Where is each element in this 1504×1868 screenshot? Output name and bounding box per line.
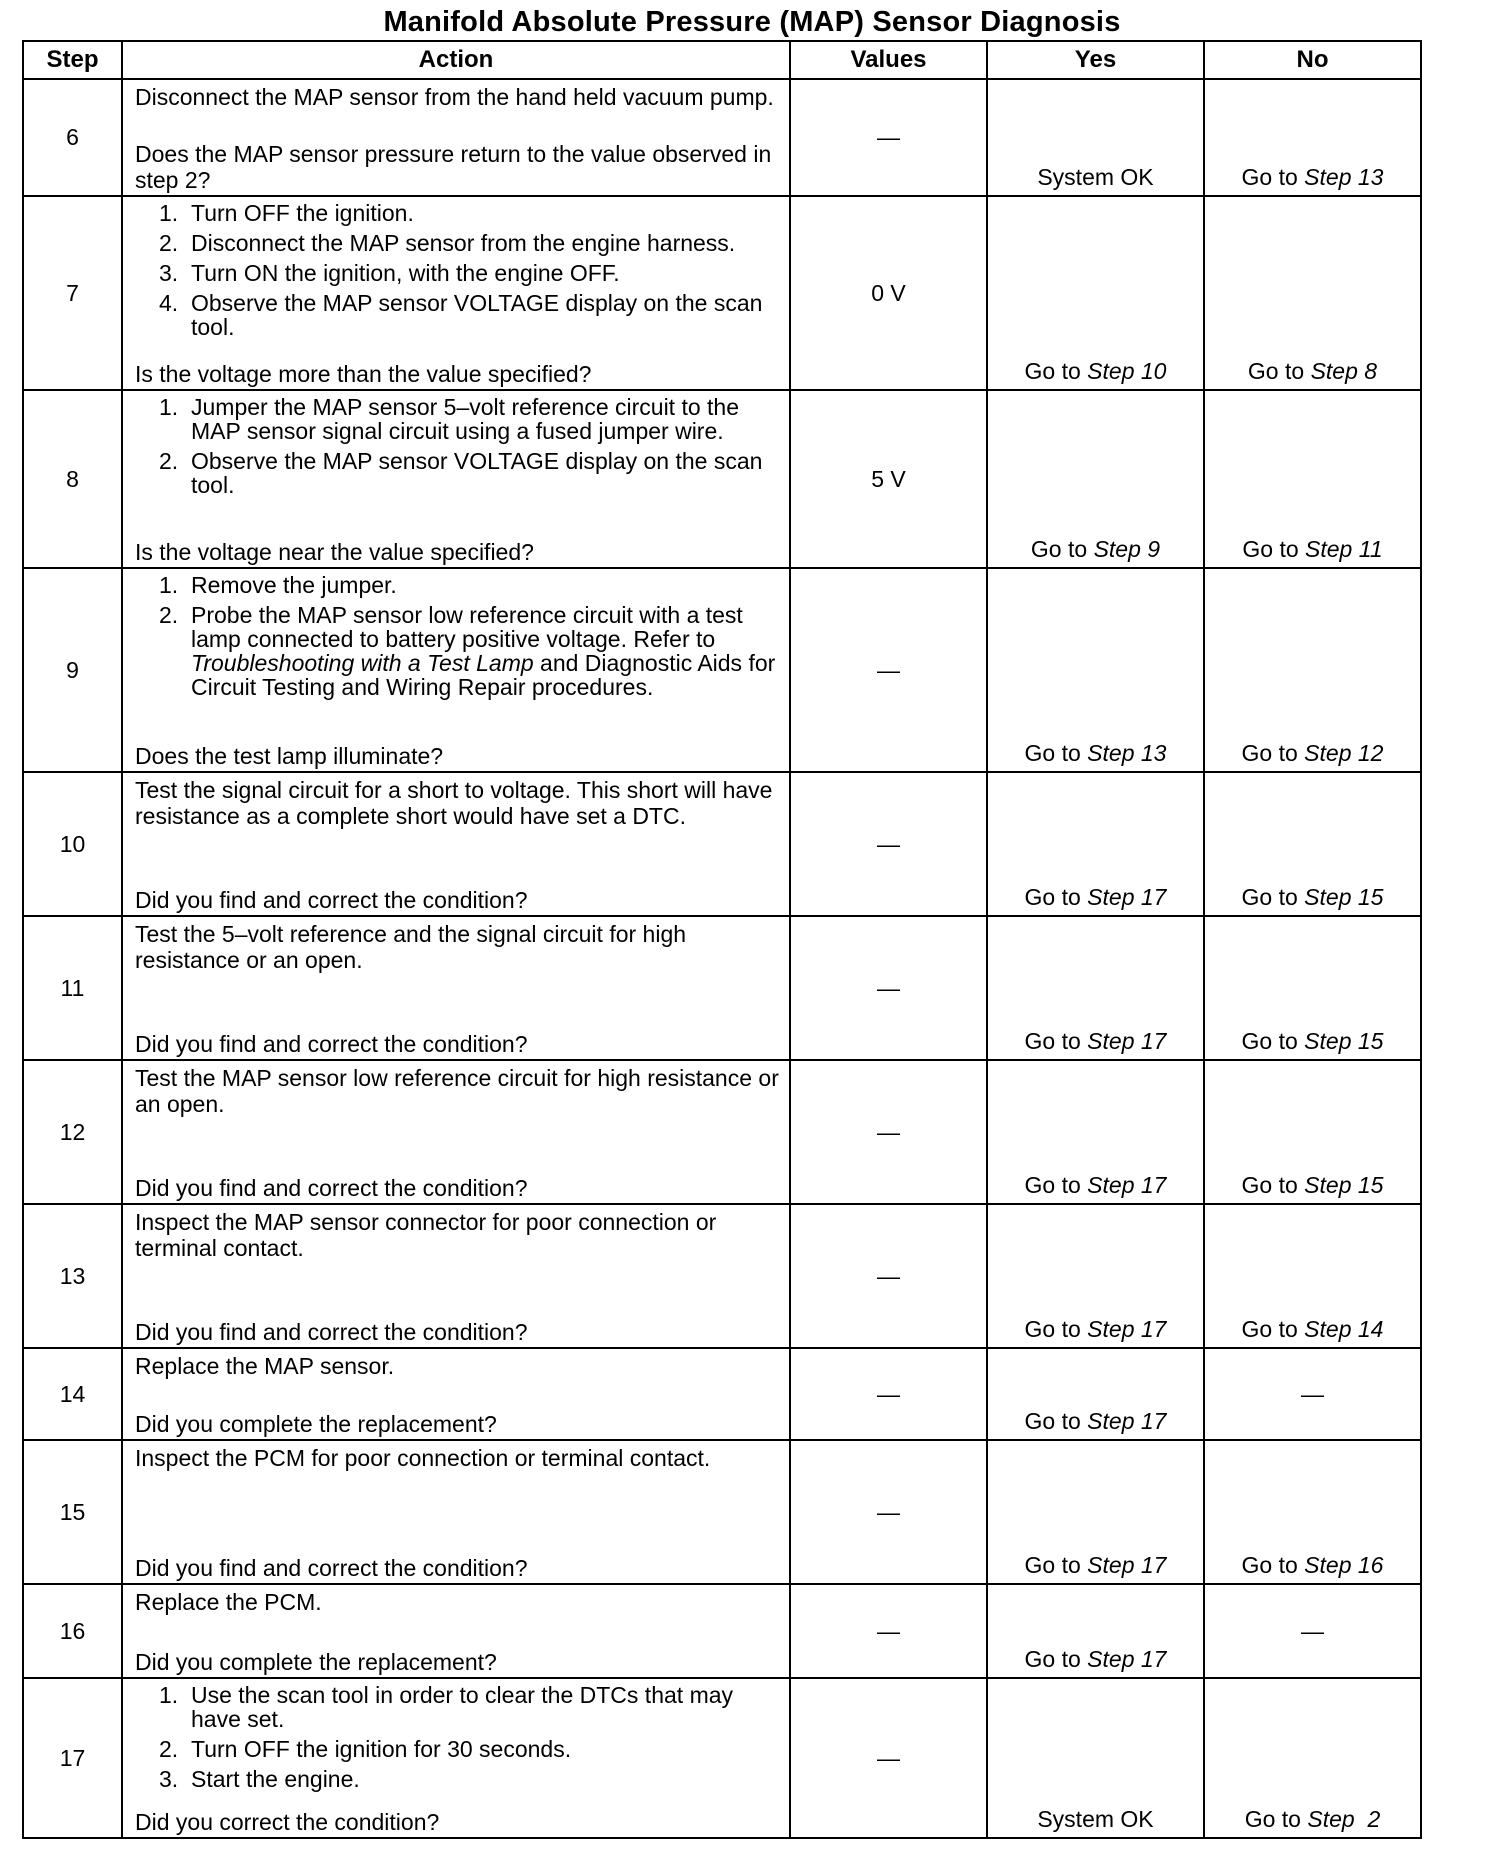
header-values: Values: [790, 41, 987, 79]
value-cell: —: [790, 1204, 987, 1348]
action-question: Did you complete the replacement?: [135, 1649, 497, 1675]
step-number: 7: [23, 196, 122, 390]
no-cell: Go to Step 8: [1204, 196, 1421, 390]
action-question: Does the MAP sensor pressure return to the value observed in step 2?: [135, 141, 772, 193]
yes-step-link: Step 17: [1087, 1552, 1167, 1578]
action-question: Is the voltage near the value specified?: [135, 539, 534, 565]
yes-cell: Go to Step 13: [987, 568, 1204, 772]
no-step-link: Step 8: [1310, 358, 1378, 384]
action-cell: [122, 1348, 790, 1440]
action-cell: [122, 772, 790, 916]
no-cell: [1204, 79, 1421, 196]
action-cell: [122, 1678, 790, 1838]
action-question: Did you correct the condition?: [135, 1809, 440, 1835]
step-number: 14: [23, 1348, 122, 1440]
document-title: Manifold Absolute Pressure (MAP) Sensor Diagnosis: [383, 6, 1121, 38]
table-header-row: [23, 41, 1421, 79]
no-cell: Go to Step 12: [1204, 568, 1421, 772]
action-question: Does the test lamp illuminate?: [135, 743, 444, 769]
action-cell: [122, 568, 790, 772]
header-step: Step: [23, 41, 122, 79]
no-step-link: Step 14: [1304, 1316, 1384, 1342]
no-cell: Go to Step 15: [1204, 772, 1421, 916]
no-step-link: Step 11: [1305, 536, 1383, 562]
action-text: Inspect the MAP sensor connector for poor connection or terminal contact.: [135, 1209, 717, 1261]
step-number: 8: [23, 390, 122, 568]
table-row: [23, 1440, 1421, 1584]
no-cell: —: [1204, 1584, 1421, 1678]
no-cell: Go to Step 16: [1204, 1440, 1421, 1584]
yes-step-link: Step 17: [1087, 1316, 1167, 1342]
action-text: Test the MAP sensor low reference circuit for high resistance or an open.: [135, 1065, 779, 1117]
action-steps-list: [135, 201, 779, 375]
yes-cell: [987, 79, 1204, 196]
no-cell: Go to Step 14: [1204, 1204, 1421, 1348]
value-cell: —: [790, 568, 987, 772]
value-cell: —: [790, 1060, 987, 1204]
action-step-item: 3. Start the engine.: [159, 1766, 360, 1792]
action-steps-list: [135, 573, 779, 735]
value-cell: —: [790, 1440, 987, 1584]
table-row: [23, 568, 1421, 772]
step-number: 11: [23, 916, 122, 1060]
action-text: Test the signal circuit for a short to voltage. This short will have resistance as a complete short would have set a DTC.: [135, 777, 773, 829]
no-cell: Go to Step 15: [1204, 916, 1421, 1060]
action-question: Did you find and correct the condition?: [135, 1031, 528, 1057]
action-cell: [122, 1060, 790, 1204]
no-cell: —: [1204, 1348, 1421, 1440]
action-step-item: 2. Disconnect the MAP sensor from the engine harness.: [159, 230, 736, 256]
yes-step-link: Step 17: [1087, 1172, 1167, 1198]
yes-step-link: Step 17: [1087, 1028, 1167, 1054]
table-row: [23, 196, 1421, 390]
diagnosis-table: [22, 40, 1422, 1839]
yes-step-link: Step 13: [1087, 740, 1167, 766]
step-number: 17: [23, 1678, 122, 1838]
action-step-item: 2. Turn OFF the ignition for 30 seconds.: [159, 1736, 572, 1762]
no-cell: Go to Step 15: [1204, 1060, 1421, 1204]
step-number: 12: [23, 1060, 122, 1204]
yes-cell: Go to Step 17: [987, 1060, 1204, 1204]
table-row: [23, 1204, 1421, 1348]
value-cell: —: [790, 1348, 987, 1440]
yes-step-link: Step 17: [1087, 1408, 1167, 1434]
action-step-item: 1. Turn OFF the ignition.: [159, 200, 414, 226]
yes-cell: [987, 1678, 1204, 1838]
value-cell: —: [790, 1678, 987, 1838]
action-text: Replace the MAP sensor.: [135, 1353, 395, 1379]
no-cell: Go to Step 11: [1204, 390, 1421, 568]
value-cell: 0 V: [790, 196, 987, 390]
table-row: [23, 916, 1421, 1060]
value-cell: —: [790, 916, 987, 1060]
no-step-link: Step 16: [1304, 1552, 1384, 1578]
action-steps-list: [135, 395, 779, 533]
table-row: [23, 1678, 1421, 1838]
yes-cell: Go to Step 17: [987, 1348, 1204, 1440]
yes-cell: Go to Step 9: [987, 390, 1204, 568]
action-question: Did you find and correct the condition?: [135, 1319, 528, 1345]
no-step-link: Step 15: [1304, 1172, 1384, 1198]
step-number: 6: [23, 79, 122, 196]
action-text: Disconnect the MAP sensor from the hand held vacuum pump.: [135, 84, 774, 110]
action-cell: [122, 1584, 790, 1678]
no-step-link: Step 15: [1304, 1028, 1384, 1054]
step-number: 10: [23, 772, 122, 916]
header-yes: Yes: [987, 41, 1204, 79]
action-cell: [122, 1204, 790, 1348]
action-step-item: 3. Turn ON the ignition, with the engine OFF.: [159, 260, 620, 286]
value-cell: 5 V: [790, 390, 987, 568]
no-step-link: Step 12: [1304, 740, 1384, 766]
yes-cell: Go to Step 17: [987, 772, 1204, 916]
action-question: Did you complete the replacement?: [135, 1411, 497, 1437]
value-cell: —: [790, 1584, 987, 1678]
action-cell: [122, 916, 790, 1060]
no-prefix: Go to: [1241, 164, 1305, 190]
action-question: Did you find and correct the condition?: [135, 1555, 528, 1581]
action-step-item: 2. Probe the MAP sensor low reference circuit with a test lamp connected to battery positive voltage. Refer to Troubleshooting with a Test Lamp and Diagnostic Aids for Circuit Testing and Wiring Repair procedures.: [159, 602, 776, 700]
no-step-link: Step 13: [1304, 164, 1384, 190]
value-cell: —: [790, 79, 987, 196]
table-row: [23, 1060, 1421, 1204]
action-text: Inspect the PCM for poor connection or terminal contact.: [135, 1445, 711, 1471]
step-number: 13: [23, 1204, 122, 1348]
action-cell: [122, 1440, 790, 1584]
action-step-item: 1. Jumper the MAP sensor 5–volt reference circuit to the MAP sensor signal circuit using a fused jumper wire.: [159, 394, 740, 444]
action-question: Did you find and correct the condition?: [135, 1175, 528, 1201]
step-number: 15: [23, 1440, 122, 1584]
no-step-link: Step 2: [1307, 1806, 1381, 1832]
yes-step-link: Step 9: [1093, 536, 1161, 562]
yes-text: System OK: [1037, 1806, 1154, 1832]
table-row: [23, 1584, 1421, 1678]
reference-title: Troubleshooting with a Test Lamp: [191, 650, 534, 676]
yes-step-link: Step 17: [1087, 884, 1167, 910]
step-number: 16: [23, 1584, 122, 1678]
table-row: [23, 772, 1421, 916]
table-row: [23, 79, 1421, 196]
yes-step-link: Step 17: [1087, 1646, 1167, 1672]
header-no: No: [1204, 41, 1421, 79]
action-cell: [122, 390, 790, 568]
yes-cell: Go to Step 17: [987, 1204, 1204, 1348]
yes-step-link: Step 10: [1087, 358, 1167, 384]
step-number: 9: [23, 568, 122, 772]
yes-cell: Go to Step 17: [987, 916, 1204, 1060]
action-steps-list: [135, 1683, 779, 1827]
yes-cell: Go to Step 17: [987, 1584, 1204, 1678]
value-cell: —: [790, 772, 987, 916]
action-cell: [122, 196, 790, 390]
action-cell: [122, 79, 790, 196]
action-step-item: 1. Remove the jumper.: [159, 572, 397, 598]
no-step-link: Step 15: [1304, 884, 1384, 910]
header-action: Action: [122, 41, 790, 79]
action-text: Replace the PCM.: [135, 1589, 322, 1615]
yes-cell: Go to Step 10: [987, 196, 1204, 390]
no-cell: Go to Step 2: [1204, 1678, 1421, 1838]
yes-cell: Go to Step 17: [987, 1440, 1204, 1584]
action-text: Test the 5–volt reference and the signal circuit for high resistance or an open.: [135, 921, 687, 973]
action-step-item: 2. Observe the MAP sensor VOLTAGE display on the scan tool.: [159, 448, 763, 498]
table-row: [23, 390, 1421, 568]
action-question: Is the voltage more than the value specified?: [135, 361, 592, 387]
action-step-item: 1. Use the scan tool in order to clear the DTCs that may have set.: [159, 1682, 734, 1732]
action-question: Did you find and correct the condition?: [135, 887, 528, 913]
yes-text: System OK: [1037, 164, 1154, 190]
action-step-item: 4. Observe the MAP sensor VOLTAGE display on the scan tool.: [159, 290, 763, 340]
table-row: [23, 1348, 1421, 1440]
